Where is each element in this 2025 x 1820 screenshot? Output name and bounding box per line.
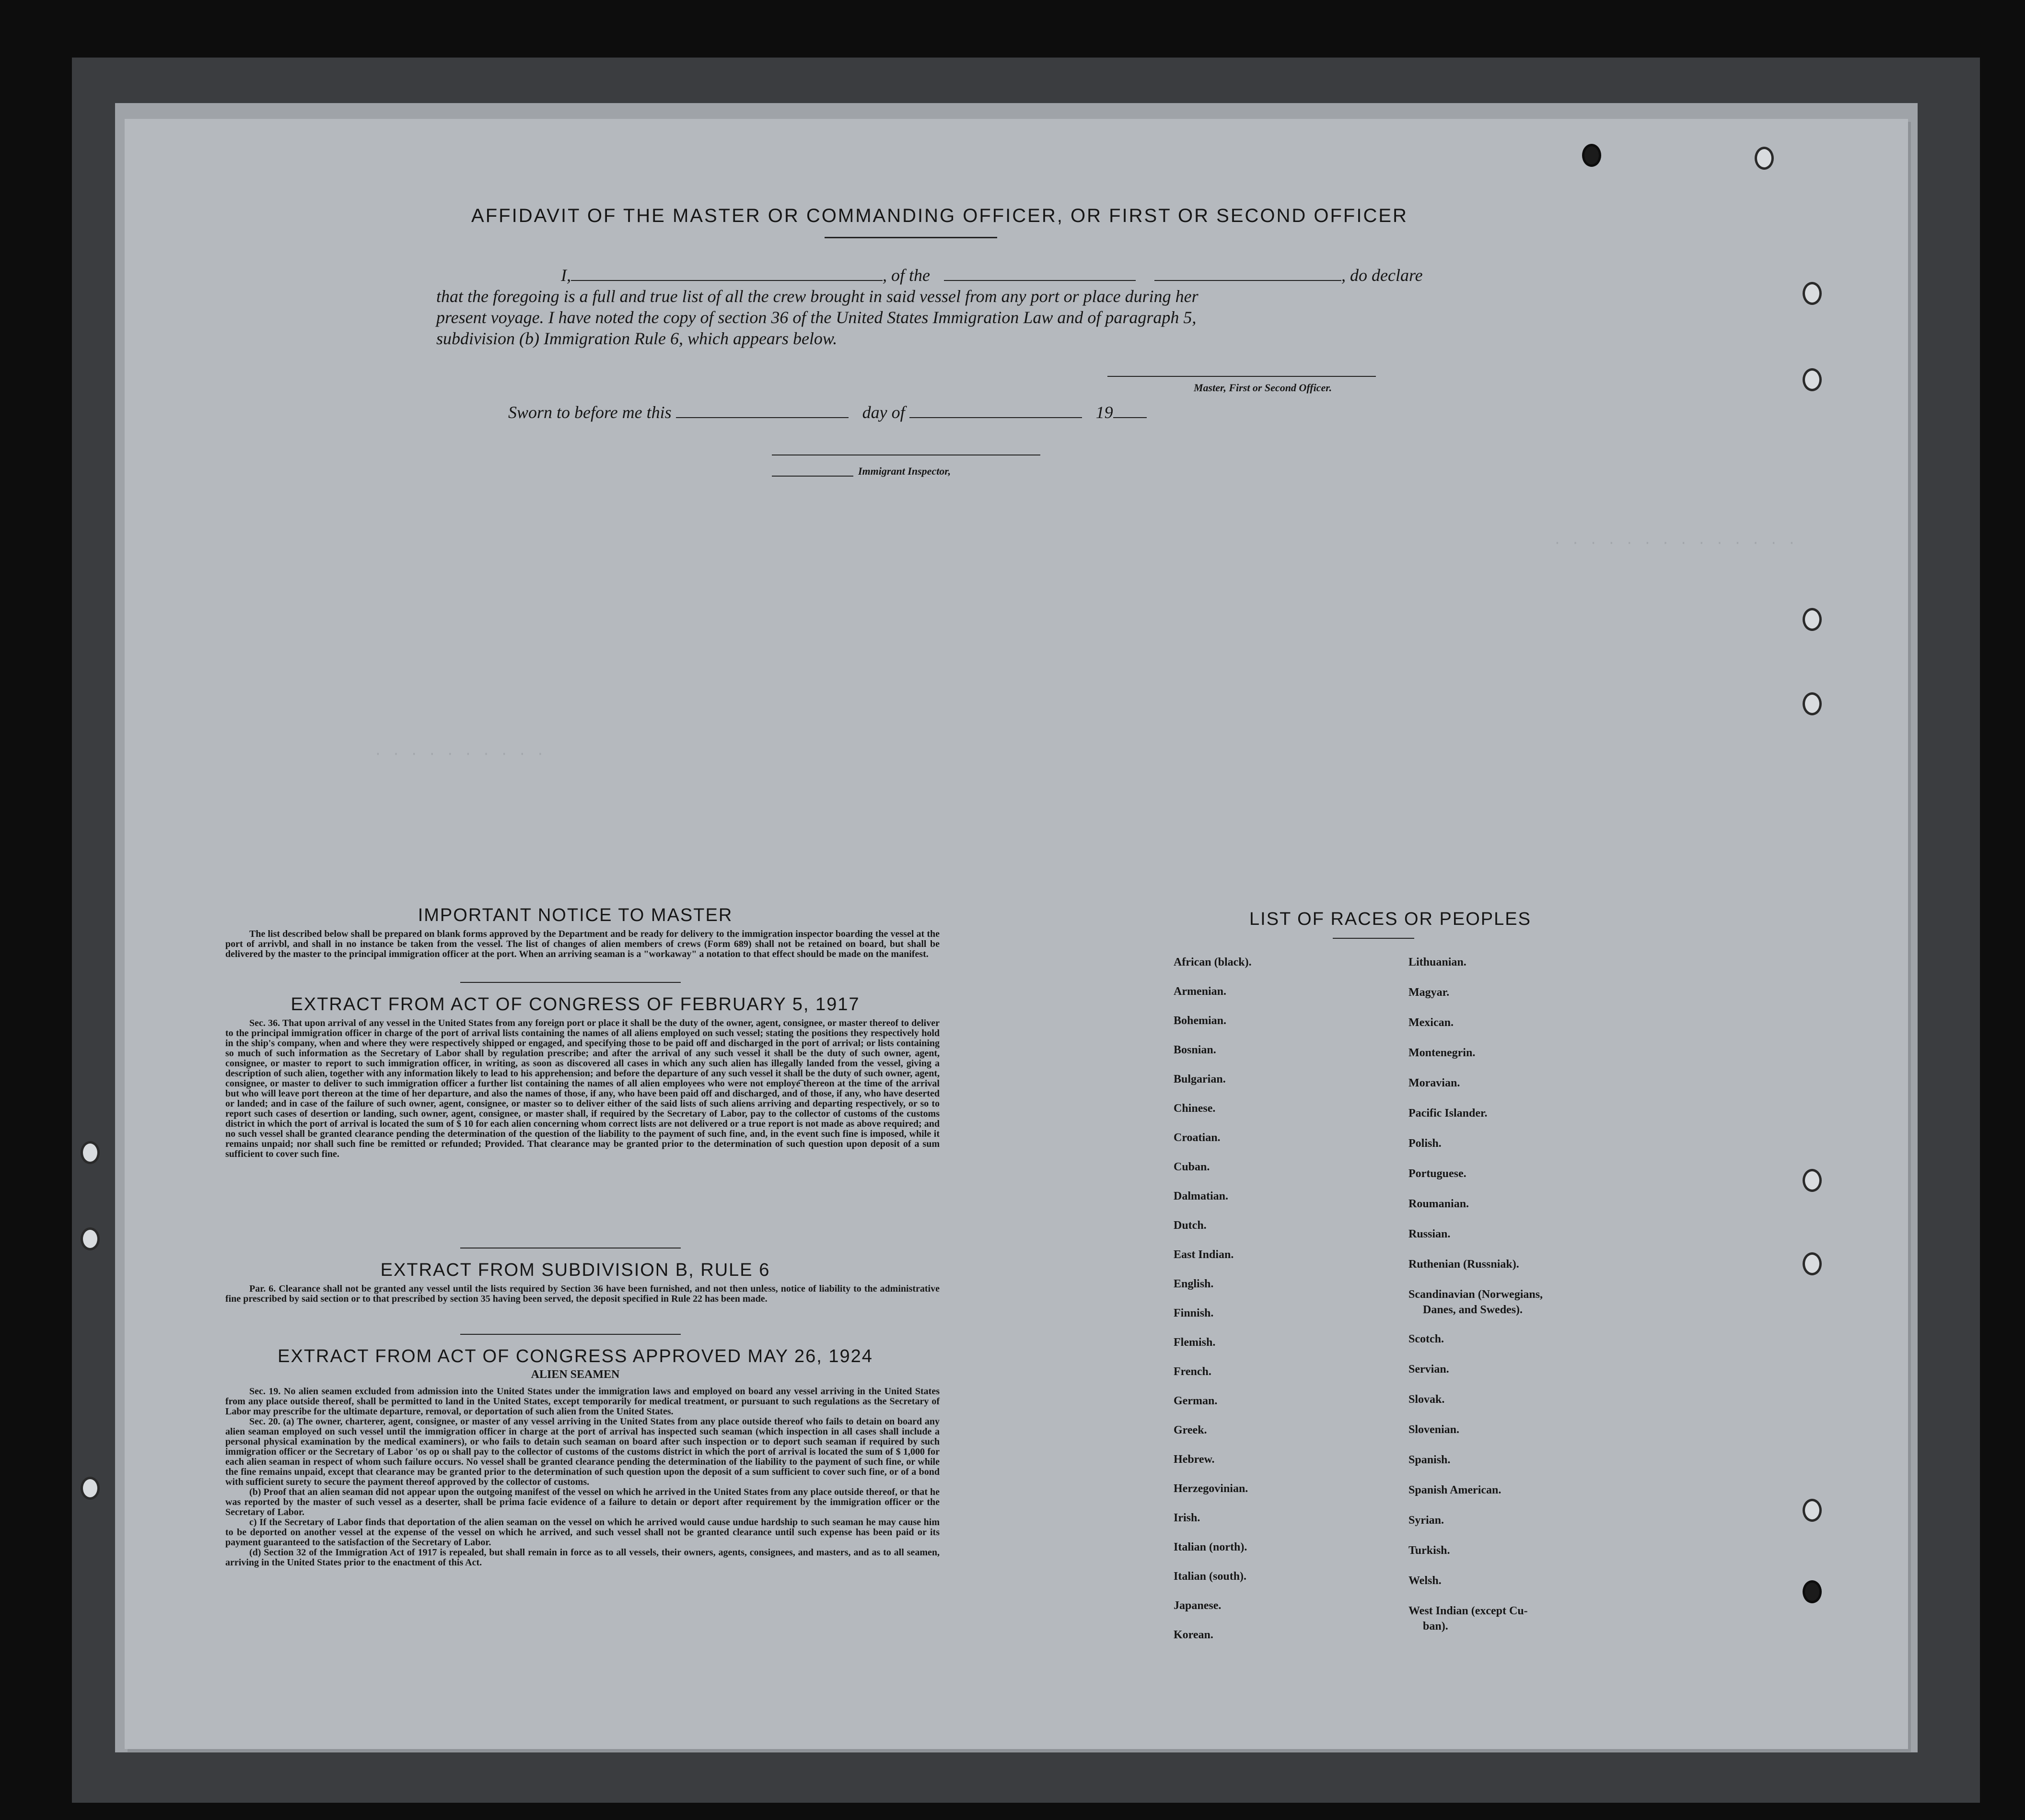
race-item: Finnish. [1174, 1307, 1214, 1319]
race-item: Dutch. [1174, 1219, 1207, 1232]
inspector-blank [772, 476, 853, 477]
notice-body [225, 929, 940, 959]
vessel-blank [944, 266, 1136, 281]
race-item: Armenian. [1174, 985, 1226, 998]
section-divider [460, 982, 681, 983]
alien-seamen-subtitle: ALIEN SEAMEN [531, 1368, 620, 1381]
bleed-through-text: · · · · · · · · · · [374, 747, 546, 762]
punch-hole [1803, 1499, 1822, 1522]
affidavit-title: AFFIDAVIT OF THE MASTER OR COMMANDING OFFICER, OR FIRST OR SECOND OFFICER [471, 205, 1408, 226]
race-item: Spanish. [1408, 1454, 1451, 1466]
binder-hole [81, 1227, 100, 1250]
race-item: Spanish American. [1408, 1484, 1501, 1496]
sworn-label: Sworn to before me this [508, 403, 672, 422]
race-item: Servian. [1408, 1363, 1449, 1376]
sec-20b-text: (b) Proof that an alien seaman did not appear upon the outgoing manifest of the vessel on which he arrived in the United States from any place outside thereof, or that he was reported by the master of such vessel as a deserter, shall be prima facie evidence of a failure to detain or deport after requirement by the immigration officer or the Secretary of Labor. [225, 1487, 940, 1517]
sec-20d-text: (d) Section 32 of the Immigration Act of 1917 is repealed, but shall remain in force as to all vessels, their owners, agents, consignees, and masters, and as to all seamen, arriving in the United States prior to the enactment of this Act. [225, 1547, 940, 1568]
day-of-label: day of [862, 403, 905, 422]
race-item: Italian (north). [1174, 1541, 1247, 1553]
extract-1924-body [225, 1387, 940, 1568]
extract-1917-body [225, 1018, 940, 1159]
notice-text: The list described below shall be prepared on blank forms approved by the Department and be ready for delivery to the immigration inspector boarding the vessel at the port of arrivbl, and shall in no instance be taken from the vessel. The list of changes of alien members of crews (Form 689) shall not be retained on board, but shall be delivered by the master to the principal immigration officer at the port. When an arriving seaman is a "workaway" a notation to that effect should be made on the manifest. [225, 929, 940, 959]
sworn-line [508, 402, 1371, 423]
day-blank [676, 403, 849, 418]
race-item: Roumanian. [1408, 1198, 1469, 1210]
race-item: East Indian. [1174, 1248, 1234, 1261]
punch-hole [1582, 144, 1601, 167]
sec-20c-text: c) If the Secretary of Labor finds that deportation of the alien seaman on the vessel on which he arrived would cause undue hardship to such seaman he may cause him to be deported on another vessel at the expense of the vessel on which he arrived, and such vessel shall not be granted clearance until such expense has been paid or its payment guaranteed to the satisfaction of the Secretary of Labor. [225, 1517, 940, 1548]
punch-hole [1755, 147, 1774, 170]
affidavit-line-1 [436, 265, 1529, 286]
race-item: Welsh. [1408, 1575, 1442, 1587]
race-item: Danes, and Swedes). [1423, 1304, 1523, 1316]
race-item: Polish. [1408, 1137, 1442, 1150]
punch-hole [1803, 368, 1822, 391]
master-caption: Master, First or Second Officer. [1194, 382, 1332, 394]
name-blank [571, 266, 883, 281]
race-item: Scotch. [1408, 1333, 1444, 1345]
punch-hole [1803, 282, 1822, 305]
race-item: Montenegrin. [1408, 1047, 1476, 1059]
race-item: Turkish. [1408, 1544, 1450, 1557]
race-item: ban). [1423, 1620, 1448, 1633]
binder-hole [81, 1477, 100, 1500]
sec-20a-text: Sec. 20. (a) The owner, charterer, agent, consignee, or master of any vessel arriving in the United States from any place outside thereof who fails to detain on board any alien seaman employed on such vessel until the immigration officer in charge at the port of arrival has inspected such seaman (which inspection in all cases shall include a personal physical examination by the medical examiners), or who fails to detain such seaman on board after such inspection or to deport such seaman if required by such immigration officer or the Secretary of Labor 'os op oı shall pay to the collector of customs of the customs district in which the port of arrival is located the sum of $ 1,000 for each alien seaman in respect of whom such failure occurs. No vessel shall be granted clearance pending the determination of the liability to the payment of such fine, or while the fine remains unpaid, except that clearance may be granted prior to the determination of such question upon the deposit of a sum sufficient to cover such fine, or of a bond with sufficient surety to secure the payment thereof approved by the collector of customs. [225, 1416, 940, 1487]
vessel-name-blank [1154, 266, 1341, 281]
inspector-caption: Immigrant Inspector, [858, 465, 951, 477]
races-title: LIST OF RACES OR PEOPLES [1249, 909, 1531, 929]
year-blank [1113, 403, 1147, 418]
extract-rule6-title: EXTRACT FROM SUBDIVISION B, RULE 6 [380, 1260, 770, 1280]
race-item: Scandinavian (Norwegians, [1408, 1288, 1543, 1301]
race-item: Moravian. [1408, 1077, 1460, 1089]
race-item: Russian. [1408, 1228, 1451, 1240]
affidavit-i: I, [561, 266, 571, 285]
race-item: African (black). [1174, 956, 1252, 968]
extract-rule6-body [225, 1284, 940, 1304]
punch-hole [1803, 1252, 1822, 1275]
punch-hole [1803, 1169, 1822, 1192]
punch-hole [1803, 1580, 1822, 1603]
race-item: West Indian (except Cu- [1408, 1605, 1528, 1617]
race-item: Herzegovinian. [1174, 1482, 1248, 1495]
year-label: 19 [1095, 403, 1113, 422]
race-item: Flemish. [1174, 1336, 1216, 1349]
race-item: Slovak. [1408, 1393, 1445, 1406]
race-item: Lithuanian. [1408, 956, 1466, 968]
month-blank [909, 403, 1082, 418]
extract-1924-title: EXTRACT FROM ACT OF CONGRESS APPROVED MAY 26, 1924 [278, 1346, 873, 1366]
sec-36-text: Sec. 36. That upon arrival of any vessel in the United States from any foreign port or place it shall be the duty of the owner, agent, consignee, or master thereof to deliver to the principal immigration officer in charge of the port of arrival lists containing the names of all aliens employed on such vessel; stating the positions they respectively hold in the ship's company, when and where they were respectively shipped or engaged, and specifying those to be paid off and discharged in the port of arrival; or lists containing so much of such information as the Secretary of Labor shall by regulation prescribe; and after the arrival of any such vessel it shall be the duty of such owner, agent, consignee, or master to report to such immigration officer, in writing, as soon as discovered all cases in which any such alien has illegally landed from the vessel, giving a description of such alien, together with any information likely to lead to his apprehension; and before the departure of any such vessel it shall be the duty of such owner, agent, consignee, or master to deliver to such immigration officer a further list containing the names of all alien employees who were not employe͡ thereon at the time of the arrival but who will leave port thereon at the time of her departure, and also the names of those, if any, who have been paid off and discharged, and of those, if any, who have deserted or landed; and in case of the failure of such owner, agent, consignee, or master so to deliver either of the said lists of such aliens arriving and departing respectively, or so to report such cases of desertion or landing, such owner, agent, consignee, or master shall, if required by the Secretary of Labor, pay to the collector of customs of the customs district in which the port of arrival is located the sum of $ 10 for each alien concerning whom correct lists are not delivered or a true report is not made as above required; and no such vessel shall be granted clearance pending the determination of the question of the liability to the payment of such fine, and, in the event such fine is imposed, while it remains unpaid; nor shall such fine be remitted or refunded; Provided. That clearance may be granted prior to the determination of such question upon deposit of a sum sufficient to cover such fine. [225, 1018, 940, 1159]
extract-1917-title: EXTRACT FROM ACT OF CONGRESS OF FEBRUARY 5, 1917 [291, 994, 860, 1015]
race-item: Portuguese. [1408, 1167, 1466, 1180]
race-item: Hebrew. [1174, 1453, 1215, 1466]
race-item: Korean. [1174, 1629, 1213, 1641]
notice-title: IMPORTANT NOTICE TO MASTER [418, 905, 733, 925]
affidavit-declare: , do declare [1341, 266, 1423, 285]
race-item: Ruthenian (Russniak). [1408, 1258, 1519, 1271]
title-underline [825, 237, 997, 238]
race-item: Italian (south). [1174, 1570, 1247, 1583]
race-item: Pacific Islander. [1408, 1107, 1488, 1120]
race-item: Bosnian. [1174, 1044, 1216, 1056]
race-item: German. [1174, 1395, 1218, 1407]
race-item: Mexican. [1408, 1016, 1454, 1029]
race-item: English. [1174, 1278, 1214, 1290]
race-item: Chinese. [1174, 1102, 1216, 1115]
affidavit-line-2: that the foregoing is a full and true list of all the crew brought in said vessel from any port or place during her [436, 287, 1199, 306]
bleed-through-text: · · · · · · · · · · · · · · [1553, 536, 1797, 551]
affidavit-line-3: present voyage. I have noted the copy of section 36 of the United States Immigration Law and of paragraph 5, [436, 308, 1197, 327]
race-item: Bohemian. [1174, 1015, 1227, 1027]
binder-hole [81, 1141, 100, 1164]
race-item: Cuban. [1174, 1161, 1210, 1173]
master-signature-line [1107, 376, 1376, 377]
punch-hole [1803, 608, 1822, 631]
race-item: Dalmatian. [1174, 1190, 1228, 1202]
race-item: Syrian. [1408, 1514, 1444, 1527]
race-item: Bulgarian. [1174, 1073, 1226, 1085]
race-item: Greek. [1174, 1424, 1207, 1436]
affidavit-line-4: subdivision (b) Immigration Rule 6, which appears below. [436, 329, 838, 348]
punch-hole [1803, 692, 1822, 715]
sec-19-text: Sec. 19. No alien seamen excluded from admission into the United States under the immigration laws and employed on board any vessel arriving in the United States from any place outside thereof, shall be permitted to land in the United States, except temporarily for medical treatment, or pursuant to such regulations as the Secretary of Labor may prescribe for the ultimate departure, removal, or deportation of such alien from the United States. [225, 1386, 940, 1417]
section-divider [460, 1334, 681, 1335]
par-6-text: Par. 6. Clearance shall not be granted any vessel until the lists required by Section 36 have been furnished, and not then unless, notice of liability to the administrative fine prescribed by said section or to that prescribed by section 35 having been served, the deposit specified in Rule 22 has been made. [225, 1283, 940, 1304]
races-underline [1333, 938, 1414, 939]
race-item: Japanese. [1174, 1599, 1222, 1612]
affidavit-of-the: , of the [883, 266, 930, 285]
race-item: Croatian. [1174, 1132, 1221, 1144]
race-item: Slovenian. [1408, 1423, 1460, 1436]
document-page [125, 119, 1908, 1749]
race-item: Irish. [1174, 1512, 1200, 1524]
race-item: French. [1174, 1365, 1211, 1378]
race-item: Magyar. [1408, 986, 1450, 999]
